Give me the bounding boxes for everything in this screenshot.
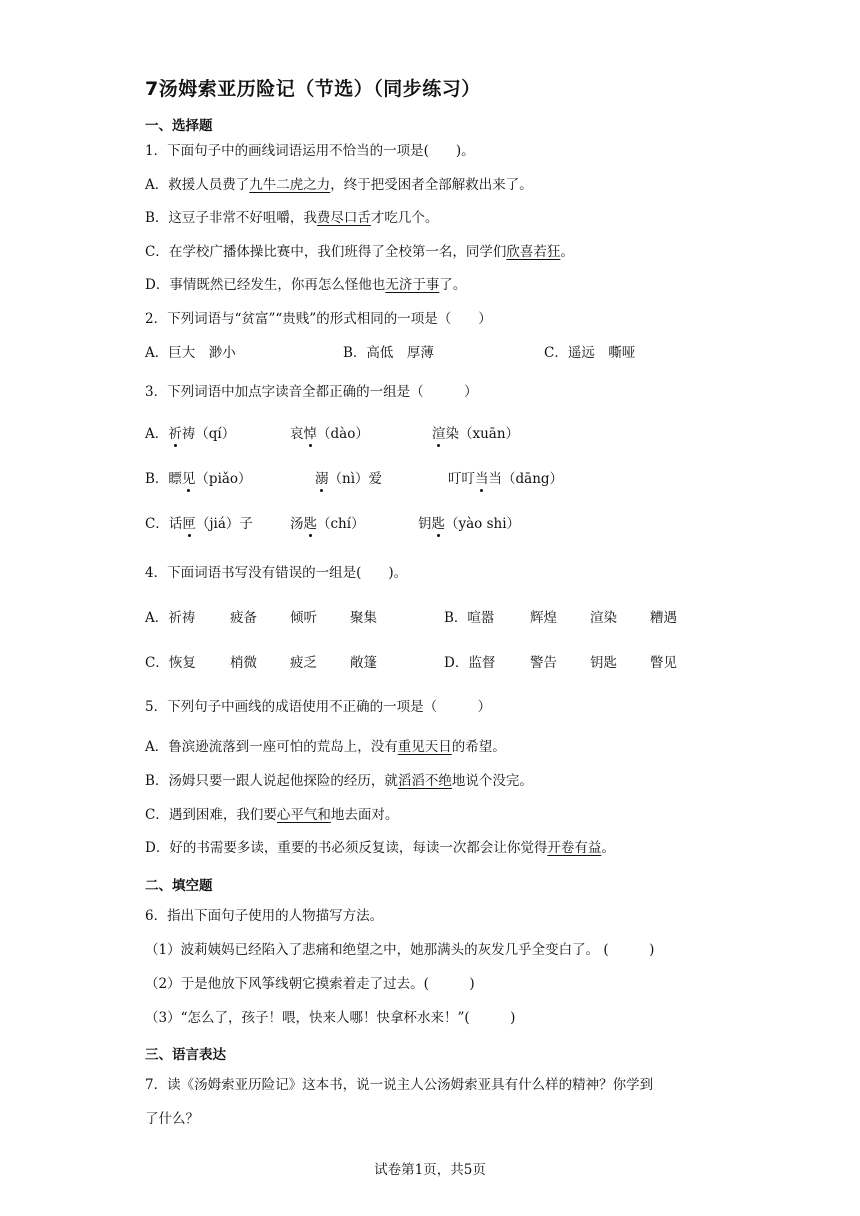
question-4-option-b-word: 辉煌 xyxy=(530,610,557,626)
question-2-stem: 2．下列词语与“贫富”“贵贱”的形式相同的一项是（ ） xyxy=(145,311,492,327)
question-4-stem: 4．下面词语书写没有错误的一组是( )。 xyxy=(145,565,408,581)
dotted-char: 渲 xyxy=(432,426,446,442)
word-text: 祷（qí） xyxy=(181,426,236,442)
question-6-sentence-2: （2）于是他放下风筝线朝它摸索着走了过去。( ) xyxy=(145,976,475,992)
question-1-option-a xyxy=(145,175,533,195)
dotted-char: 当 xyxy=(475,471,489,487)
word-text: C．话 xyxy=(145,516,183,532)
option-text: A．救援人员费了 xyxy=(145,177,250,193)
question-1-option-d xyxy=(145,275,466,295)
question-3-option-b-word-2 xyxy=(315,469,382,489)
question-4-option-d-word: 钥匙 xyxy=(590,655,617,671)
underlined-phrase: 欣喜若狂 xyxy=(506,244,561,260)
underlined-phrase: 重见天日 xyxy=(397,739,452,755)
question-1-stem: 1．下面句子中的画线词语运用不恰当的一项是( )。 xyxy=(145,143,475,159)
question-2-option-b: B．高低 厚薄 xyxy=(343,345,434,361)
option-text: C．在学校广播体操比赛中，我们班得了全校第一名，同学们 xyxy=(145,244,507,260)
underlined-phrase: 滔滔不绝 xyxy=(397,773,452,789)
option-text: 才吃几个。 xyxy=(370,210,439,226)
option-text: 地去面对。 xyxy=(330,807,399,823)
question-5-option-c xyxy=(145,805,398,825)
option-text: D．事情既然已经发生，你再怎么怪他也 xyxy=(145,277,386,293)
question-6-sentence-1: （1）波莉姨妈已经陷入了悲痛和绝望之中，她那满头的灰发几乎全变白了。 ( ) xyxy=(145,942,655,958)
dotted-char: 见 xyxy=(181,471,196,487)
question-1-option-c xyxy=(145,242,574,262)
option-text: 的希望。 xyxy=(451,739,506,755)
word-text: 钥 xyxy=(418,516,432,532)
question-4-option-a-word: 聚集 xyxy=(350,610,377,626)
question-3-option-a-word-2 xyxy=(290,424,369,444)
option-text: 。 xyxy=(560,244,574,260)
option-text: 。 xyxy=(601,840,615,856)
section-heading-fill: 二、填空题 xyxy=(145,878,213,894)
question-3-option-b-word-3 xyxy=(448,469,563,489)
question-4-option-a-word: 疲备 xyxy=(230,610,257,626)
question-7-line-2: 了什么？ xyxy=(145,1111,199,1127)
option-text: 地说个没完。 xyxy=(451,773,533,789)
question-4-option-d-word: 警告 xyxy=(530,655,557,671)
word-text: 叮叮 xyxy=(448,471,475,487)
question-3-option-c-word-2 xyxy=(290,514,365,534)
underlined-phrase: 开卷有益 xyxy=(547,840,602,856)
option-text: 了。 xyxy=(439,277,467,293)
question-4-option-b-word: B．喧嚣 xyxy=(444,610,495,626)
question-3-option-a-word-1 xyxy=(145,424,235,444)
page-title: 7汤姆索亚历险记（节选）（同步练习） xyxy=(145,78,481,100)
option-text: ，终于把受困者全部解救出来了。 xyxy=(330,177,533,193)
option-text: A．鲁滨逊流落到一座可怕的荒岛上，没有 xyxy=(145,739,398,755)
option-text: C．遇到困难，我们要 xyxy=(145,807,277,823)
word-text: B．瞟 xyxy=(145,471,182,487)
question-3-option-b-word-1 xyxy=(145,469,252,489)
question-4-option-b-word: 渲染 xyxy=(590,610,617,626)
word-text: （jiá）子 xyxy=(195,516,253,532)
question-6-sentence-3: （3）“怎么了，孩子！喂，快来人哪！快拿杯水来！”( ) xyxy=(145,1010,516,1026)
question-5-option-d xyxy=(145,838,615,858)
question-3-option-c-word-1 xyxy=(145,514,253,534)
section-heading-expression: 三、语言表达 xyxy=(145,1047,226,1063)
underlined-phrase: 心平气和 xyxy=(276,807,331,823)
word-text: （yào shi） xyxy=(445,516,521,532)
question-4-option-c-word: 疲乏 xyxy=(290,655,317,671)
question-4-option-c-word: 梢微 xyxy=(230,655,257,671)
dotted-char: 祈 xyxy=(168,426,182,442)
question-2-option-c: C．遥远 嘶哑 xyxy=(544,345,636,361)
dotted-char: 匙 xyxy=(303,516,317,532)
question-3-option-c-word-3 xyxy=(418,514,520,534)
option-text: B．这豆子非常不好咀嚼，我 xyxy=(145,210,317,226)
underlined-phrase: 无济于事 xyxy=(385,277,440,293)
dotted-char: 匙 xyxy=(431,516,445,532)
dotted-char: 溺 xyxy=(315,471,329,487)
word-text: 汤 xyxy=(290,516,304,532)
question-6-stem: 6．指出下面句子使用的人物描写方法。 xyxy=(145,908,384,924)
page-footer: 试卷第1页，共5页 xyxy=(374,1162,486,1178)
underlined-phrase: 九牛二虎之力 xyxy=(249,177,331,193)
question-3-stem: 3．下列词语中加点字读音全都正确的一组是（ ） xyxy=(145,384,478,400)
section-heading-choice: 一、选择题 xyxy=(145,118,213,134)
dotted-char: 悼 xyxy=(303,426,317,442)
word-text: （piǎo） xyxy=(195,471,252,487)
question-4-option-a-word: A．祈祷 xyxy=(145,610,196,626)
dotted-char: 匣 xyxy=(182,516,196,532)
word-text: 哀 xyxy=(290,426,304,442)
question-2-option-a: A．巨大 渺小 xyxy=(145,345,236,361)
question-5-stem: 5．下列句子中画线的成语使用不正确的一项是（ ） xyxy=(145,699,492,715)
question-4-option-d-word: D．监督 xyxy=(444,655,496,671)
question-4-option-b-word: 糟遇 xyxy=(650,610,677,626)
word-text: A． xyxy=(145,426,169,442)
word-text: （nì）爱 xyxy=(328,471,383,487)
question-1-option-b xyxy=(145,208,438,228)
word-text: （chí） xyxy=(317,516,365,532)
question-3-option-a-word-3 xyxy=(432,424,519,444)
question-4-option-a-word: 倾听 xyxy=(290,610,317,626)
option-text: D．好的书需要多读，重要的书必须反复读，每读一次都会让你觉得 xyxy=(145,840,548,856)
word-text: （dào） xyxy=(317,426,369,442)
question-5-option-a xyxy=(145,737,506,757)
question-4-option-c-word: 敞篷 xyxy=(350,655,377,671)
question-7-line-1: 7．读《汤姆索亚历险记》这本书，说一说主人公汤姆索亚具有什么样的精神？你学到 xyxy=(145,1077,654,1093)
question-5-option-b xyxy=(145,771,533,791)
question-4-option-d-word: 瞥见 xyxy=(650,655,677,671)
question-4-option-c-word: C．恢复 xyxy=(145,655,196,671)
option-text: B．汤姆只要一跟人说起他探险的经历，就 xyxy=(145,773,398,789)
word-text: 染（xuān） xyxy=(445,426,520,442)
word-text: 当（dāng） xyxy=(488,471,564,487)
underlined-phrase: 费尽口舌 xyxy=(316,210,371,226)
